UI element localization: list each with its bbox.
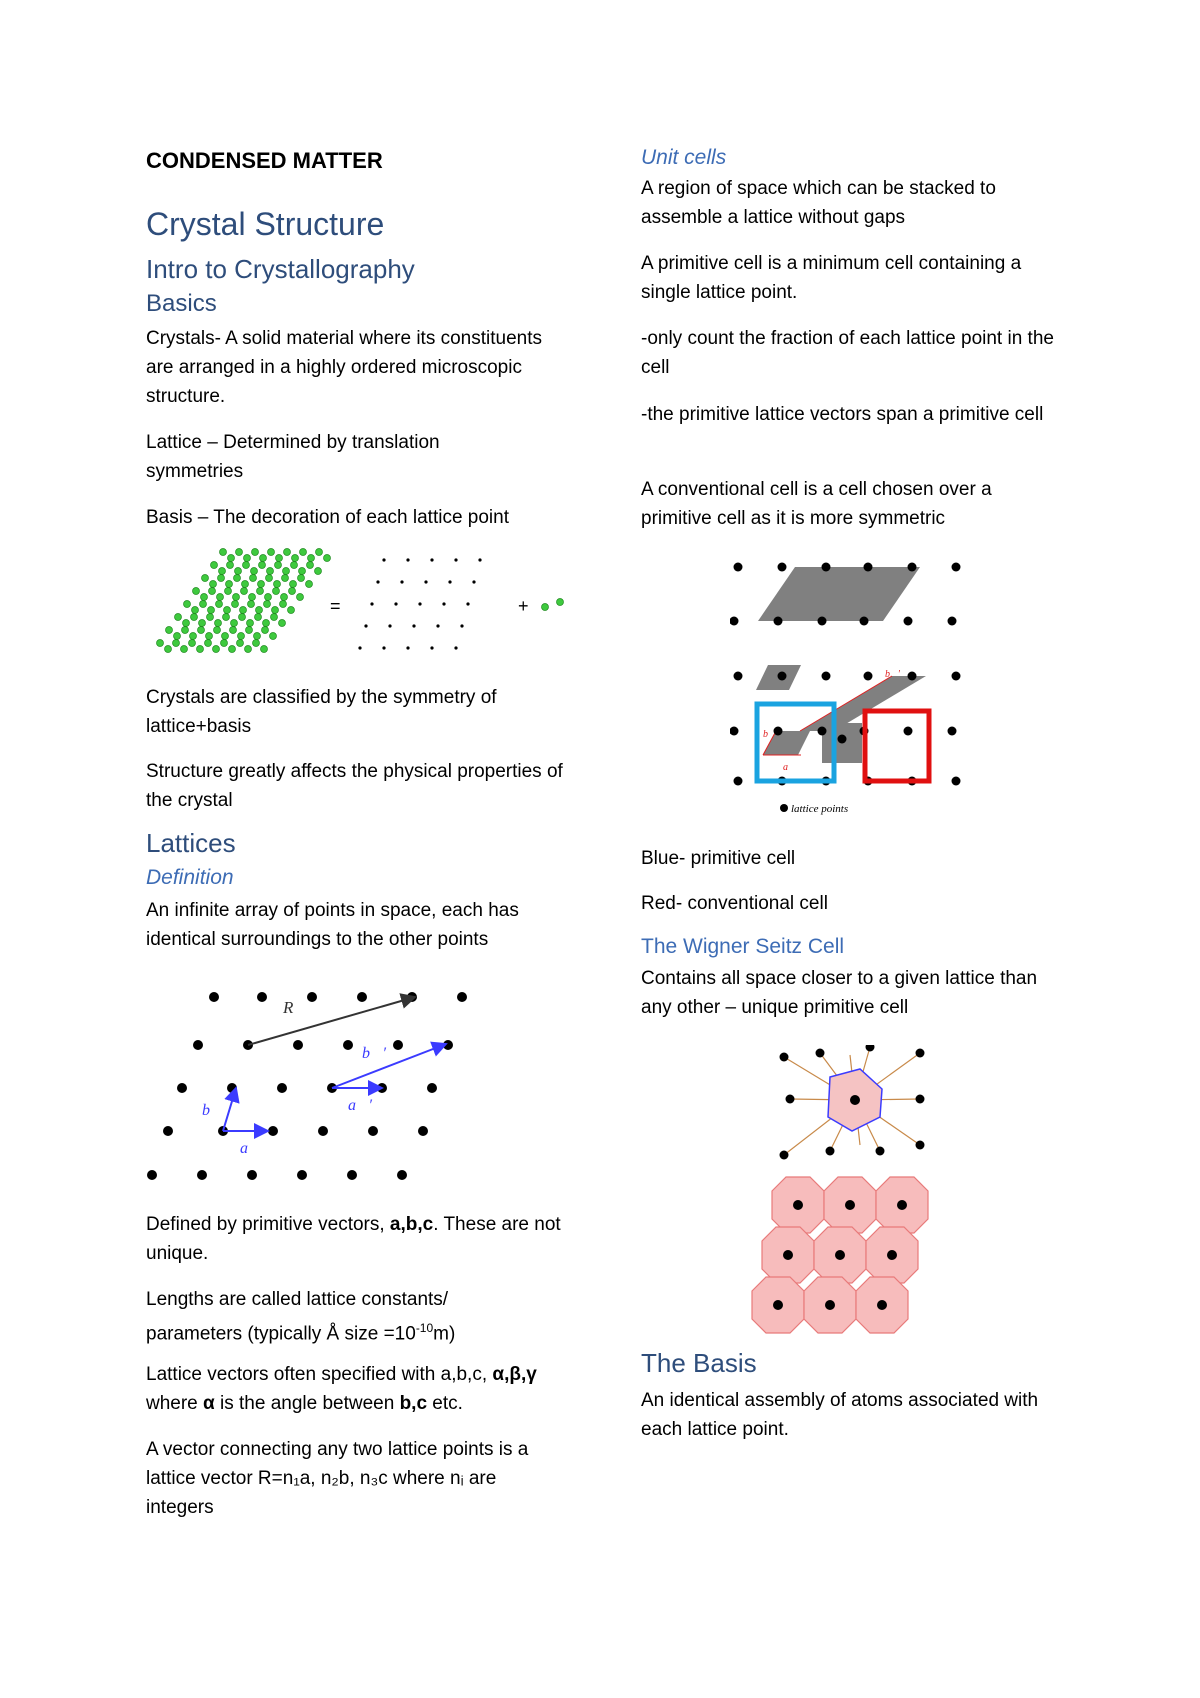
green-atom	[273, 588, 280, 595]
lattice-point	[442, 602, 445, 605]
lattice-point	[734, 672, 743, 681]
lattice-point	[388, 624, 391, 627]
green-atom	[181, 646, 188, 653]
green-atom	[257, 588, 264, 595]
lattice-vectors-figure	[140, 985, 480, 1185]
lattice-point	[778, 563, 787, 572]
green-atom	[243, 562, 250, 569]
lattice-points	[147, 992, 467, 1180]
lattice-point	[457, 992, 467, 1002]
green-atom-lattice	[157, 549, 331, 653]
green-atom	[189, 640, 196, 647]
green-atom	[253, 640, 260, 647]
lattice-point	[448, 580, 451, 583]
green-atom	[239, 614, 246, 621]
red-conventional-cell-box	[865, 711, 929, 781]
green-atom	[247, 620, 254, 627]
green-atom	[200, 601, 207, 608]
lattice-point	[860, 617, 869, 626]
blue-primitive-label: Blue- primitive cell	[641, 848, 796, 869]
green-atom	[219, 568, 226, 575]
green-atom	[208, 607, 215, 614]
lattice-point	[147, 1170, 157, 1180]
lattice-point	[472, 580, 475, 583]
heading-unit-cells: Unit cells	[641, 146, 727, 169]
vector-b-prime	[332, 1044, 446, 1088]
lattice-point	[393, 1040, 403, 1050]
green-atom	[225, 588, 232, 595]
label-b-cell: b⃗	[763, 729, 776, 740]
lattice-point	[822, 672, 831, 681]
lattice-point	[916, 1095, 925, 1104]
green-atom	[242, 581, 249, 588]
green-atom	[272, 607, 279, 614]
green-atom	[275, 562, 282, 569]
hexagon-cells	[752, 1177, 928, 1333]
green-atom	[206, 633, 213, 640]
green-atom	[260, 555, 267, 562]
green-atom	[238, 633, 245, 640]
lattice-point	[916, 1049, 925, 1058]
lattice-point	[845, 1200, 855, 1210]
green-atom	[173, 640, 180, 647]
lattice-point	[368, 1126, 378, 1136]
green-atom	[184, 601, 191, 608]
green-atom	[232, 601, 239, 608]
green-atom	[315, 568, 322, 575]
lattice-point	[418, 602, 421, 605]
green-atom	[223, 614, 230, 621]
green-atom	[264, 601, 271, 608]
lattice-point	[418, 1126, 428, 1136]
green-atom	[209, 588, 216, 595]
green-atom	[198, 627, 205, 634]
vector-b	[223, 1088, 236, 1131]
green-atom	[297, 594, 304, 601]
green-atom	[220, 549, 227, 556]
green-atom	[299, 568, 306, 575]
green-atom	[197, 646, 204, 653]
green-atom	[235, 568, 242, 575]
green-atom	[274, 581, 281, 588]
lattice-point	[948, 617, 957, 626]
basis-atom	[542, 604, 549, 611]
lattice-point	[406, 558, 409, 561]
green-atom	[306, 581, 313, 588]
lattice-point	[778, 672, 787, 681]
lattice-point	[734, 777, 743, 786]
lattice-infinite-text: An infinite array of points in space, each has identical surroundings to the other points	[146, 900, 519, 950]
heading-crystal-structure: Crystal Structure	[146, 206, 385, 242]
lattice-point	[257, 992, 267, 1002]
lattice-point	[307, 992, 317, 1002]
green-atom	[213, 646, 220, 653]
lattice-point	[948, 727, 957, 736]
green-atom	[230, 627, 237, 634]
green-atom	[224, 607, 231, 614]
hexagonal-cells-figure	[750, 1175, 960, 1335]
lattice-point	[876, 1147, 885, 1156]
basis-atom	[557, 599, 564, 606]
lattice-point	[773, 1300, 783, 1310]
green-atom	[165, 646, 172, 653]
unit-cells-figure	[730, 555, 980, 820]
lattice-point	[908, 672, 917, 681]
green-atom	[175, 614, 182, 621]
lattice-point	[382, 558, 385, 561]
lattice-point	[163, 1126, 173, 1136]
lattice-point	[209, 992, 219, 1002]
lattice-point	[357, 992, 367, 1002]
green-atom	[236, 549, 243, 556]
green-atom	[218, 575, 225, 582]
only-count-text: -only count the fraction of each lattice point in the cell	[641, 328, 1054, 378]
lattice-point	[783, 1250, 793, 1260]
document-title: CONDENSED MATTER	[146, 148, 383, 173]
lattice-point	[835, 1250, 845, 1260]
label-R: R⃗	[283, 998, 307, 1017]
lattice-point	[430, 646, 433, 649]
green-atom	[258, 581, 265, 588]
green-atom	[280, 601, 287, 608]
crystal-lattice-basis-figure	[150, 540, 570, 670]
green-atom	[268, 549, 275, 556]
lattice-point	[952, 672, 961, 681]
lattice-point	[436, 624, 439, 627]
lattice-point	[730, 727, 739, 736]
lattice-point	[774, 617, 783, 626]
label-b-prime-cell: b⃗′	[885, 669, 900, 680]
label-a-prime: a⃗′	[348, 1097, 372, 1114]
green-atom	[237, 640, 244, 647]
green-atom	[271, 614, 278, 621]
lattice-point	[952, 777, 961, 786]
green-atom	[279, 620, 286, 627]
lattice-point	[424, 580, 427, 583]
lattice-point	[376, 580, 379, 583]
green-atom	[246, 627, 253, 634]
green-atom	[267, 568, 274, 575]
green-atom	[288, 607, 295, 614]
lattice-point	[825, 1300, 835, 1310]
lattice-point	[394, 602, 397, 605]
green-atom	[193, 588, 200, 595]
wigner-definition: Contains all space closer to a given lattice than any other – unique primitive cell	[641, 968, 1038, 1018]
lattice-point	[877, 1300, 887, 1310]
lattice-point	[364, 624, 367, 627]
green-atom	[210, 581, 217, 588]
heading-definition: Definition	[146, 866, 234, 889]
lattice-point	[177, 1083, 187, 1093]
basis-identical-text: An identical assembly of atoms associated with each lattice point.	[641, 1390, 1039, 1440]
green-atom	[270, 633, 277, 640]
lattice-point	[197, 1170, 207, 1180]
green-atom	[191, 614, 198, 621]
crystals-definition: Crystals- A solid material where its constituents are arranged in a highly ordered microscopic structure.	[146, 328, 542, 407]
green-atom	[265, 594, 272, 601]
lattice-point	[816, 1049, 825, 1058]
lattice-point	[730, 617, 739, 626]
green-atom	[263, 620, 270, 627]
green-atom	[211, 562, 218, 569]
green-atom	[222, 633, 229, 640]
lattice-point	[397, 1170, 407, 1180]
vector-R	[248, 997, 415, 1045]
large-parallelogram-cell	[758, 567, 920, 621]
green-atom	[308, 555, 315, 562]
green-atom	[240, 607, 247, 614]
lattice-point	[916, 1141, 925, 1150]
primitive-cell-definition: A primitive cell is a minimum cell containing a single lattice point.	[641, 253, 1022, 303]
heading-intro: Intro to Crystallography	[146, 254, 415, 284]
heading-the-basis: The Basis	[641, 1348, 757, 1378]
lattice-point	[866, 1045, 875, 1052]
lattice-point	[864, 672, 873, 681]
green-atom	[251, 568, 258, 575]
lattice-point	[277, 1083, 287, 1093]
plus-sign: +	[518, 596, 529, 616]
lattice-point	[818, 727, 827, 736]
green-atom	[241, 588, 248, 595]
lattice-point	[427, 1083, 437, 1093]
green-atom	[259, 562, 266, 569]
green-atom	[289, 588, 296, 595]
green-atom	[291, 562, 298, 569]
legend-point	[780, 804, 788, 812]
lattice-point	[268, 1126, 278, 1136]
lattice-point	[904, 617, 913, 626]
lattice-point	[897, 1200, 907, 1210]
lattice-point	[406, 646, 409, 649]
green-atom	[252, 549, 259, 556]
primitive-vectors-text: Defined by primitive vectors, a,b,c. These are not unique.	[146, 1214, 561, 1264]
lattice-point	[466, 602, 469, 605]
green-atom	[281, 594, 288, 601]
unit-cell-definition: A region of space which can be stacked to assemble a lattice without gaps	[641, 178, 996, 228]
green-atom	[276, 555, 283, 562]
green-atom	[233, 594, 240, 601]
lattice-point	[358, 646, 361, 649]
green-atom	[192, 607, 199, 614]
green-atom	[324, 555, 331, 562]
lattice-point	[347, 1170, 357, 1180]
green-atom	[214, 627, 221, 634]
lattice-point	[478, 558, 481, 561]
lattice-point	[382, 646, 385, 649]
green-atom	[254, 633, 261, 640]
lattice-point	[343, 1040, 353, 1050]
central-lattice-point	[850, 1095, 860, 1105]
lattice-point	[460, 624, 463, 627]
green-atom	[228, 555, 235, 562]
lattice-point	[818, 617, 827, 626]
green-atom	[183, 620, 190, 627]
green-atom	[245, 646, 252, 653]
green-atom	[227, 562, 234, 569]
conventional-definition: A conventional cell is a cell chosen over a primitive cell as it is more symmetric	[641, 479, 992, 529]
green-atom	[262, 627, 269, 634]
lattice-point	[838, 735, 847, 744]
green-atom	[205, 640, 212, 647]
green-atom	[215, 620, 222, 627]
green-atom	[292, 555, 299, 562]
lattice-point	[454, 558, 457, 561]
green-atom	[298, 575, 305, 582]
green-atom	[229, 646, 236, 653]
heading-basics: Basics	[146, 290, 217, 317]
lattice-point	[952, 563, 961, 572]
green-atom	[217, 594, 224, 601]
lattice-definition: Lattice – Determined by translation symmetries	[146, 432, 440, 482]
label-b: b⃗	[202, 1102, 223, 1119]
lattice-point	[793, 1200, 803, 1210]
lattice-point	[780, 1151, 789, 1160]
basis-definition: Basis – The decoration of each lattice point	[146, 507, 509, 528]
heading-lattices: Lattices	[146, 828, 236, 858]
lattice-point	[826, 1147, 835, 1156]
lengths-text: Lengths are called lattice constants/ parameters (typically Å size $=10^{-10}m$)	[146, 1289, 456, 1345]
lattice-point	[786, 1095, 795, 1104]
lattice-point	[864, 563, 873, 572]
black-point-lattice	[358, 558, 481, 649]
green-atom	[234, 575, 241, 582]
green-atom	[202, 575, 209, 582]
green-atom	[221, 640, 228, 647]
green-atom	[166, 627, 173, 634]
classified-text: Crystals are classified by the symmetry of lattice+basis	[146, 687, 497, 737]
green-atom	[174, 633, 181, 640]
green-atom	[284, 549, 291, 556]
lattice-point	[400, 580, 403, 583]
lattice-point	[430, 558, 433, 561]
green-atom	[250, 575, 257, 582]
structure-affects-text: Structure greatly affects the physical properties of the crystal	[146, 761, 563, 811]
lattice-point	[887, 1250, 897, 1260]
green-atom	[190, 633, 197, 640]
green-atom	[248, 601, 255, 608]
legend-label: lattice points	[791, 803, 849, 815]
green-atom	[256, 607, 263, 614]
lattice-point	[370, 602, 373, 605]
connecting-vector-text: A vector connecting any two lattice points is a lattice vector R=n₁a, n₂b, n₃c where nᵢ are integers	[146, 1439, 529, 1518]
green-atom	[231, 620, 238, 627]
lattice-point	[734, 563, 743, 572]
green-atom	[300, 549, 307, 556]
green-atom	[282, 575, 289, 582]
lattice-point	[247, 1170, 257, 1180]
green-atom	[207, 614, 214, 621]
primitive-span-text: -the primitive lattice vectors span a primitive cell	[641, 404, 1044, 425]
green-atom	[261, 646, 268, 653]
lattice-point	[297, 1170, 307, 1180]
lattice-point	[908, 563, 917, 572]
lattice-point	[318, 1126, 328, 1136]
heading-wigner-seitz: The Wigner Seitz Cell	[641, 935, 845, 958]
wigner-seitz-figure	[770, 1045, 940, 1165]
lattice-point	[904, 727, 913, 736]
green-atom	[199, 620, 206, 627]
equals-sign: =	[330, 596, 341, 616]
green-atom	[182, 627, 189, 634]
label-a-cell: a⃗	[783, 762, 796, 773]
lattice-point	[822, 563, 831, 572]
green-atom	[255, 614, 262, 621]
green-atom	[266, 575, 273, 582]
green-atom	[290, 581, 297, 588]
green-atom	[249, 594, 256, 601]
green-atom	[307, 562, 314, 569]
green-atom	[283, 568, 290, 575]
lattice-point	[454, 646, 457, 649]
red-conventional-label: Red- conventional cell	[641, 893, 828, 914]
green-atom	[244, 555, 251, 562]
lattice-point	[780, 1053, 789, 1062]
label-b-prime: b⃗′	[362, 1045, 386, 1062]
green-atom	[226, 581, 233, 588]
vectors-spec-text: Lattice vectors often specified with a,b,c, α,β,γ where α is the angle between b,c etc.	[146, 1364, 537, 1414]
green-atom	[316, 549, 323, 556]
label-a: a⃗	[240, 1140, 261, 1157]
lattice-point	[293, 1040, 303, 1050]
lattice-point	[412, 624, 415, 627]
green-atom	[157, 640, 164, 647]
green-atom	[201, 594, 208, 601]
green-atom	[216, 601, 223, 608]
lattice-point	[193, 1040, 203, 1050]
